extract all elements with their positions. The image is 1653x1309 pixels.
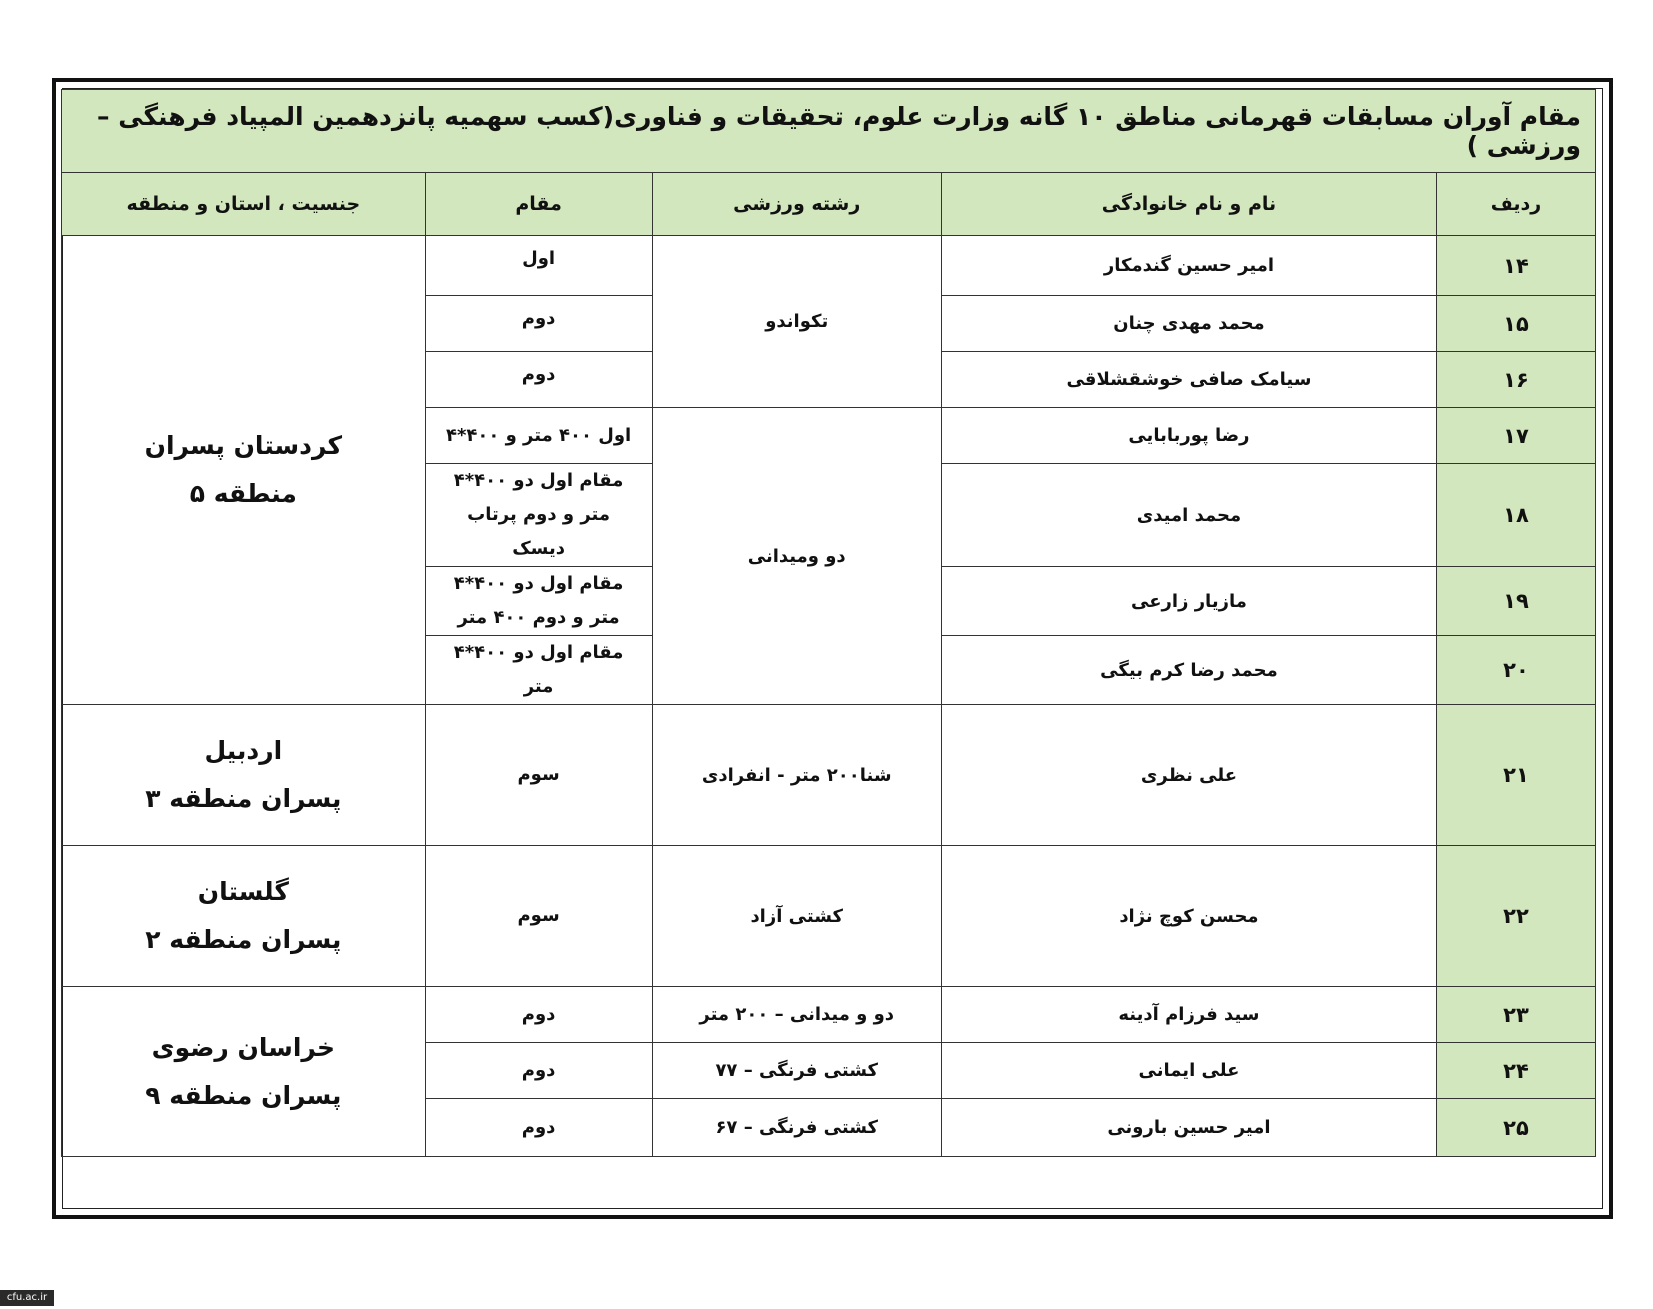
rank-cell: سوم	[425, 846, 652, 987]
row-number: ۱۸	[1436, 464, 1595, 567]
region-line-1: اردبیل	[204, 736, 283, 765]
rank-cell: اول ۴۰۰ متر و ۴۰۰*۴	[425, 408, 652, 464]
row-number: ۲۲	[1436, 846, 1595, 987]
athlete-name: محمد رضا کرم بیگی	[941, 636, 1436, 705]
region-cell	[62, 705, 426, 846]
region-line-1: گلستان	[197, 877, 289, 906]
row-number: ۲۵	[1436, 1099, 1595, 1157]
table-row	[62, 236, 1596, 296]
region-line-2: پسران منطقه ۲	[145, 925, 342, 954]
sport-cell: شنا۲۰۰ متر - انفرادی	[652, 705, 941, 846]
table-row	[62, 705, 1596, 846]
region-line-2: پسران منطقه ۹	[145, 1080, 342, 1110]
sport-cell: کشتی فرنگی – ۶۷	[652, 1099, 941, 1157]
athlete-name: علی ایمانی	[941, 1043, 1436, 1099]
region-line-1: خراسان رضوی	[151, 1032, 335, 1062]
results-table	[61, 89, 1596, 1157]
athlete-name: امیر حسین گندمکار	[941, 236, 1436, 296]
rank-cell: اول	[425, 236, 652, 296]
sport-cell: دو و میدانی – ۲۰۰ متر	[652, 987, 941, 1043]
sport-cell: دو ومیدانی	[652, 408, 941, 705]
region-cell	[62, 236, 426, 705]
header-sport: رشته ورزشی	[652, 173, 941, 236]
athlete-name: محمد مهدی چنان	[941, 296, 1436, 352]
athlete-name: رضا پوربابایی	[941, 408, 1436, 464]
region-cell	[62, 987, 426, 1157]
rank-cell: مقام اول دو ۴۰۰*۴ متر و دوم ۴۰۰ متر	[425, 567, 652, 636]
row-number: ۲۳	[1436, 987, 1595, 1043]
row-number: ۲۰	[1436, 636, 1595, 705]
sport-cell: کشتی آزاد	[652, 846, 941, 987]
table-row	[62, 987, 1596, 1043]
athlete-name: محسن کوچ نژاد	[941, 846, 1436, 987]
header-name: نام و نام خانوادگی	[941, 173, 1436, 236]
rank-cell: دوم	[425, 1043, 652, 1099]
athlete-name: علی نظری	[941, 705, 1436, 846]
rank-cell: دوم	[425, 352, 652, 408]
region-cell	[62, 846, 426, 987]
rank-cell: مقام اول دو ۴۰۰*۴ متر	[425, 636, 652, 705]
region-line-2: منطقه ۵	[189, 479, 297, 508]
sport-cell: کشتی فرنگی – ۷۷	[652, 1043, 941, 1099]
athlete-name: امیر حسین بارونی	[941, 1099, 1436, 1157]
header-row-number: ردیف	[1436, 173, 1595, 236]
row-number: ۱۵	[1436, 296, 1595, 352]
region-line-2: پسران منطقه ۳	[145, 784, 342, 813]
rank-cell: دوم	[425, 987, 652, 1043]
rank-cell: دوم	[425, 296, 652, 352]
rank-cell: سوم	[425, 705, 652, 846]
rank-cell: مقام اول دو ۴۰۰*۴ متر و دوم پرتاب دیسک	[425, 464, 652, 567]
region-line-1: کردستان پسران	[144, 431, 343, 460]
row-number: ۱۹	[1436, 567, 1595, 636]
header-rank: مقام	[425, 173, 652, 236]
athlete-name: مازیار زارعی	[941, 567, 1436, 636]
row-number: ۱۴	[1436, 236, 1595, 296]
watermark-logo[interactable]: cfu.ac.ir	[0, 1290, 54, 1306]
row-number: ۱۷	[1436, 408, 1595, 464]
table-title: مقام آوران مسابقات قهرمانی مناطق ۱۰ گانه وزارت علوم، تحقیقات و فناوری(کسب سهمیه پانزدهمین المپیاد فرهنگی – ورزشی )	[62, 90, 1596, 173]
title-row	[62, 90, 1596, 173]
athlete-name: سید فرزام آدینه	[941, 987, 1436, 1043]
header-region: جنسیت ، استان و منطقه	[62, 173, 426, 236]
table-row	[62, 846, 1596, 987]
row-number: ۱۶	[1436, 352, 1595, 408]
rank-cell: دوم	[425, 1099, 652, 1157]
athlete-name: محمد امیدی	[941, 464, 1436, 567]
athlete-name: سیامک صافی خوشقشلاقی	[941, 352, 1436, 408]
row-number: ۲۴	[1436, 1043, 1595, 1099]
row-number: ۲۱	[1436, 705, 1595, 846]
header-row	[62, 173, 1596, 236]
sport-cell: تکواندو	[652, 236, 941, 408]
